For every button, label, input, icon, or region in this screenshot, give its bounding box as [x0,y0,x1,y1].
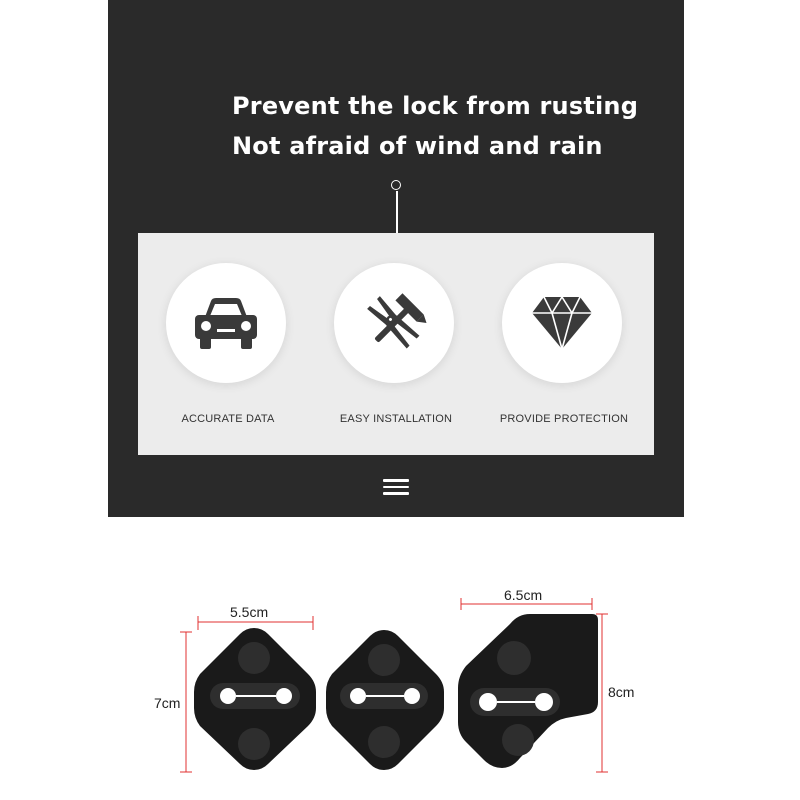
feature-label: EASY INSTALLATION [339,413,453,425]
feature-card [138,233,654,455]
tools-icon [359,288,429,358]
dimension-height-small: 7cm [154,695,181,711]
pin-connector [396,191,398,233]
feature-label: PROVIDE PROTECTION [499,413,629,425]
feature-provide-protection [474,233,646,455]
feature-easy-installation [306,233,478,455]
dimension-height-large: 8cm [608,684,635,700]
menu-icon[interactable] [383,479,409,497]
headline-rust: Prevent the lock from rusting [232,92,639,120]
product-dimension-illustration [0,540,800,800]
feature-accurate-data [138,233,310,455]
headline-weather: Not afraid of wind and rain [232,132,603,160]
feature-circle [334,263,454,383]
feature-circle [502,263,622,383]
dimension-width-small: 5.5cm [230,604,269,620]
dimension-width-large: 6.5cm [504,587,543,603]
car-icon [191,295,261,351]
lock-cover-small-1 [194,628,316,770]
diamond-icon [530,295,594,351]
lock-cover-small-2 [326,630,444,770]
feature-label: ACCURATE DATA [181,413,275,425]
feature-circle [166,263,286,383]
pin-dot-icon [391,180,401,190]
lock-cover-large [458,614,598,768]
